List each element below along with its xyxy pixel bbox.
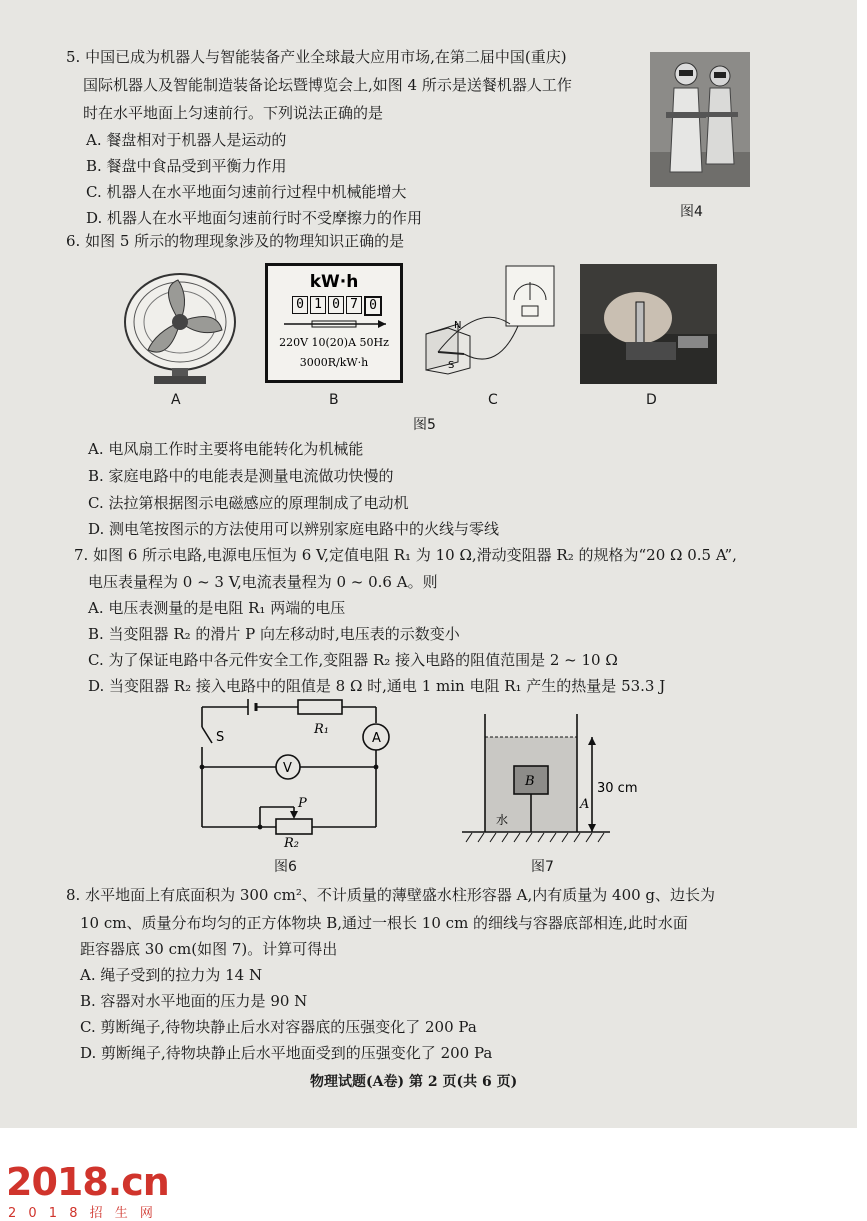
q6-option-d: D. 测电笔按图示的方法使用可以辨别家庭电路中的火线与零线 xyxy=(88,520,500,538)
q7-option-b: B. 当变阻器 R₂ 的滑片 P 向左移动时,电压表的示数变小 xyxy=(88,625,460,643)
q5-stem-line-1: 5. 中国已成为机器人与智能装备产业全球最大应用市场,在第二届中国(重庆) xyxy=(66,48,567,66)
fig7-caption: 图7 xyxy=(531,859,554,875)
q5-option-c: C. 机器人在水平地面匀速前行过程中机械能增大 xyxy=(86,183,407,201)
block-label: B xyxy=(525,774,535,789)
q8-option-d: D. 剪断绳子,待物块静止后水平地面受到的压强变化了 200 Pa xyxy=(80,1044,493,1062)
electric-fan-image xyxy=(118,268,248,386)
robot-photo xyxy=(650,52,750,187)
meter-digit: 0 xyxy=(328,296,344,314)
meter-unit: kW·h xyxy=(309,272,359,292)
q5-option-a: A. 餐盘相对于机器人是运动的 xyxy=(86,131,287,149)
meter-digit: 0 xyxy=(292,296,308,314)
fig5-label-a: A xyxy=(171,392,181,408)
meter-digit: 7 xyxy=(346,296,362,314)
q5-stem-line-3: 时在水平地面上匀速前行。下列说法正确的是 xyxy=(83,104,384,122)
q7-option-d: D. 当变阻器 R₂ 接入电路中的阻值是 8 Ω 时,通电 1 min 电阻 R₁ 产生的热量是 53.3 J xyxy=(88,677,666,695)
fig5-label-b: B xyxy=(329,392,339,408)
induction-experiment-diagram xyxy=(418,262,568,384)
water-label: 水 xyxy=(496,813,509,827)
fig5-caption: 图5 xyxy=(413,417,436,433)
meter-digit-decimal: 0 xyxy=(364,296,382,316)
q8-stem-line-1: 8. 水平地面上有底面积为 300 cm²、不计质量的薄壁盛水柱形容器 A,内有质量为 400 g、边长为 xyxy=(66,886,716,904)
switch-label: S xyxy=(216,730,225,745)
q5-option-d: D. 机器人在水平地面匀速前行时不受摩擦力的作用 xyxy=(86,209,423,227)
fig5-label-c: C xyxy=(488,392,498,408)
q6-option-b: B. 家庭电路中的电能表是测量电流做功快慢的 xyxy=(88,467,394,485)
site-logo-main: 2018.cn xyxy=(6,1160,169,1204)
fig4-caption: 图4 xyxy=(680,204,703,220)
circuit-diagram xyxy=(190,695,395,850)
test-pen-photo xyxy=(580,264,717,384)
height-label: 30 cm xyxy=(597,781,638,796)
meter-digit: 1 xyxy=(310,296,326,314)
meter-spec-line-2: 3000R/kW·h xyxy=(299,356,369,369)
svg-text:S: S xyxy=(448,360,455,371)
meter-digits xyxy=(292,296,382,316)
r2-label: R₂ xyxy=(284,836,299,850)
q7-stem-line-2: 电压表量程为 0 ~ 3 V,电流表量程为 0 ~ 0.6 A。则 xyxy=(88,573,438,591)
svg-text:N: N xyxy=(454,320,462,331)
q8-option-b: B. 容器对水平地面的压力是 90 N xyxy=(80,992,308,1010)
q6-option-c: C. 法拉第根据图示电磁感应的原理制成了电动机 xyxy=(88,494,409,512)
q6-stem: 6. 如图 5 所示的物理现象涉及的物理知识正确的是 xyxy=(66,232,405,250)
q8-stem-line-2: 10 cm、质量分布均匀的正方体物块 B,通过一根长 10 cm 的细线与容器底部相连,此时水面 xyxy=(80,914,688,932)
r1-label: R₁ xyxy=(314,722,329,737)
meter-spec-line-1: 220V 10(20)A 50Hz xyxy=(279,336,389,349)
ammeter-label: A xyxy=(372,731,381,746)
q7-stem-line-1: 7. 如图 6 所示电路,电源电压恒为 6 V,定值电阻 R₁ 为 10 Ω,滑动变阻器 R₂ 的规格为“20 Ω 0.5 A”, xyxy=(74,546,737,564)
q6-option-a: A. 电风扇工作时主要将电能转化为机械能 xyxy=(88,440,364,458)
site-logo-sub: 2 0 1 8 招 生 网 xyxy=(8,1206,157,1221)
q7-option-a: A. 电压表测量的是电阻 R₁ 两端的电压 xyxy=(88,599,346,617)
fig6-caption: 图6 xyxy=(274,859,297,875)
electricity-meter xyxy=(265,263,403,383)
slider-label: P xyxy=(298,796,307,811)
q8-option-a: A. 绳子受到的拉力为 14 N xyxy=(80,966,263,984)
q5-stem-line-2: 国际机器人及智能制造装备论坛暨博览会上,如图 4 所示是送餐机器人工作 xyxy=(83,76,572,94)
container-diagram xyxy=(460,712,640,847)
q8-stem-line-3: 距容器底 30 cm(如图 7)。计算可得出 xyxy=(80,940,338,958)
q8-option-c: C. 剪断绳子,待物块静止后水对容器底的压强变化了 200 Pa xyxy=(80,1018,477,1036)
page-footer: 物理试题(A卷) 第 2 页(共 6 页) xyxy=(310,1074,518,1090)
container-label: A xyxy=(580,797,590,812)
voltmeter-label: V xyxy=(283,761,292,776)
fig5-label-d: D xyxy=(646,392,657,408)
q7-option-c: C. 为了保证电路中各元件安全工作,变阻器 R₂ 接入电路的阻值范围是 2 ~ 10 Ω xyxy=(88,651,618,669)
q5-option-b: B. 餐盘中食品受到平衡力作用 xyxy=(86,157,287,175)
site-logo xyxy=(6,1150,169,1221)
meter-disc-icon xyxy=(282,318,388,330)
